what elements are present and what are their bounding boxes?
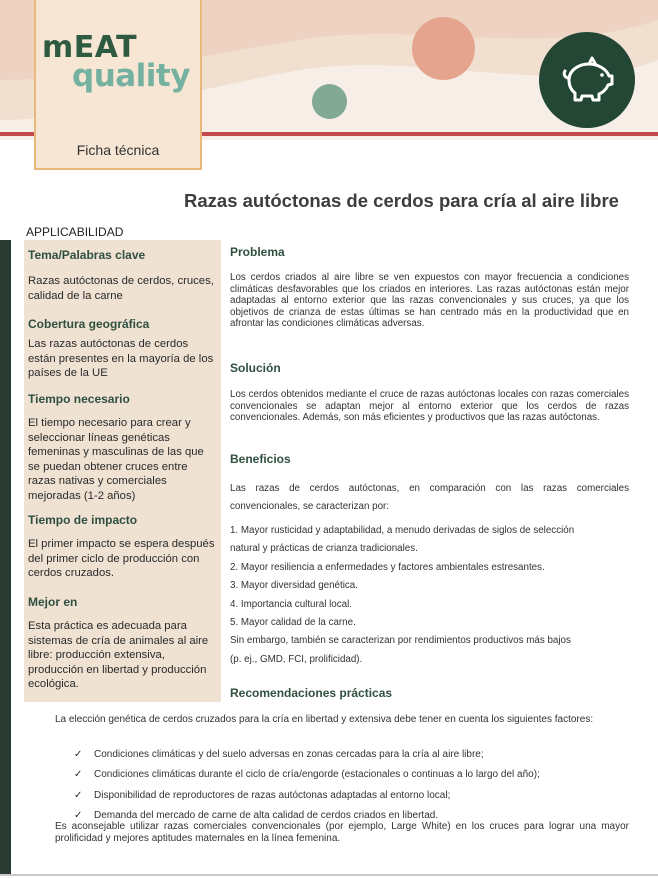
check-icon: ✓ [74,789,83,801]
list-item: 3. Mayor diversidad genética. [230,580,358,592]
sidebar-section-coverage [28,317,217,381]
list-item-text: Condiciones climáticas y del suelo adversas en zonas cercadas para la cría al aire libre; [94,749,484,760]
check-icon: ✓ [74,749,83,760]
sidebar-section-time-needed [28,392,217,503]
list-item-text: Disponibilidad de reproductores de razas autóctonas adaptadas al entorno local; [94,789,451,801]
list-item: 2. Mayor resiliencia a enfermedades y factores ambientales estresantes. [230,561,545,573]
recommendations-heading: Recomendaciones prácticas [230,686,393,700]
recommendations-list [74,745,540,826]
benefits-heading: Beneficios [230,452,291,466]
logo-box [34,0,202,170]
sidebar-section-impact-time [28,513,217,581]
applicability-label: APPLICABILIDAD [26,225,124,239]
page-title: Razas autóctonas de cerdos para cría al aire libre [184,190,619,211]
benefits-list [230,522,629,669]
sidebar-heading: Cobertura geográfica [28,317,150,331]
footer-divider [0,874,658,876]
sidebar-text: El tiempo necesario para crear y seleccionar líneas genéticas femeninas y masculinas de las que se puedan obtener cruces entre razas nativas y comerciales mejoradas (1-2 años) [28,417,204,502]
pig-icon [559,52,615,108]
sidebar-section-keywords [28,248,217,303]
sidebar-section-best-in [28,595,217,692]
sidebar-heading: Tema/Palabras clave [28,248,146,262]
benefits-intro: Las razas de cerdos autóctonas, en comparación con las razas comerciales convencionales, se caracterizan por: [230,483,629,512]
problem-heading: Problema [230,245,285,259]
sidebar-text: Las razas autóctonas de cerdos están presentes en la mayoría de los países de la UE [28,338,214,379]
logo-text-quality: quality [72,58,190,94]
list-item [74,786,540,806]
salmon-circle-decoration [412,17,475,80]
sidebar-text: Esta práctica es adecuada para sistemas de cría de animales al aire libre: producción extensiva, producción en libertad y producción ecológica. [28,620,209,690]
list-item: 5. Mayor calidad de la carne. [230,616,356,628]
list-item: 1. Mayor rusticidad y adaptabilidad, a menudo derivadas de siglos de selección [230,525,575,536]
list-item: (p. ej., GMD, FCI, prolificidad). [230,653,363,665]
list-item: Sin embargo, también se caracterizan por rendimientos productivos más bajos [230,635,571,647]
problem-text: Los cerdos criados al aire libre se ven expuestos con mayor frecuencia a condiciones climáticas desfavorables que los criados en interiores. Las razas autóctonas están mejor adaptadas al entorno exterior que las razas convencionales y sus cruces, ya que los objetivos de crianza de estas últimas se han centrado más en la productividad que en afrontar las condiciones climáticas adversas. [230,272,629,330]
sidebar-heading: Tiempo necesario [28,392,130,406]
list-item [74,765,540,785]
teal-circle-decoration [312,84,347,119]
check-icon: ✓ [74,809,83,821]
sidebar [24,240,221,702]
left-accent-bar [0,240,11,876]
list-item: natural y prácticas de crianza tradicionales. [230,543,418,555]
recommendations-intro: La elección genética de cerdos cruzados para la cría en libertad y extensiva debe tener en cuenta los siguientes factores: [55,714,594,725]
list-item-text: Condiciones climáticas durante el ciclo de cría/engorde (estacionales o continuas a lo largo del año); [94,769,540,781]
solution-text: Los cerdos obtenidos mediante el cruce de razas autóctonas locales con razas comerciales convencionales se adaptan mejor al entorno exterior que los cerdos de razas convencionales. Además, son más eficientes y productivos que las razas autóctonas. [230,389,629,424]
list-item-text: Demanda del mercado de carne de alta calidad de cerdos criados en libertad. [94,809,439,821]
sidebar-heading: Mejor en [28,595,78,609]
list-item: 4. Importancia cultural local. [230,598,352,610]
sidebar-text: Razas autóctonas de cerdos, cruces, calidad de la carne [28,275,214,302]
solution-heading: Solución [230,361,281,375]
recommendations-closing: Es aconsejable utilizar razas comerciales convencionales (por ejemplo, Large White) en los cruces para lograr una mayor prolificidad y mejores aptitudes maternales en la línea femenina. [55,821,629,845]
sidebar-heading: Tiempo de impacto [28,513,138,527]
check-icon: ✓ [74,769,83,781]
logo-text-meat: mEAT [42,30,138,65]
list-item [74,745,540,765]
sidebar-text: El primer impacto se espera después del primer ciclo de producción con cerdos cruzados. [28,538,215,579]
ficha-tecnica-label: Ficha técnica [76,142,160,158]
